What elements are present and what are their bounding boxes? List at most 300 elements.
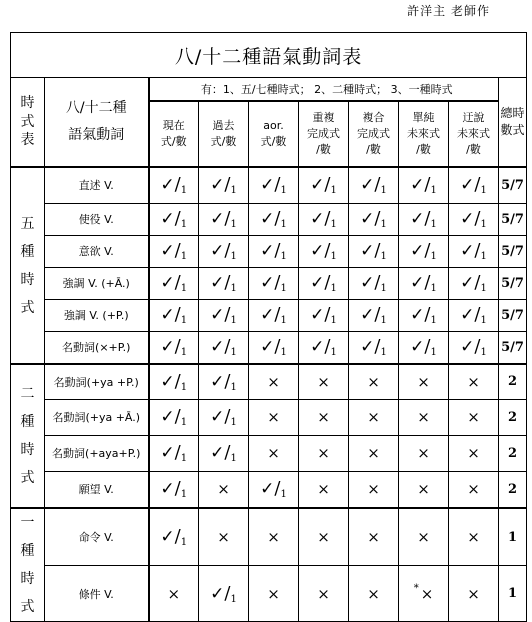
- total-tenses-header: 總時 數式: [499, 78, 527, 168]
- check-mark: ✓: [310, 209, 325, 229]
- slash-mark: /: [424, 174, 431, 196]
- count-one: 1: [230, 185, 237, 197]
- count-one: 1: [430, 185, 437, 197]
- count-one: 1: [380, 283, 387, 294]
- form-cell: [399, 364, 449, 399]
- slash-mark: /: [224, 370, 231, 392]
- slash-mark: /: [174, 304, 181, 325]
- check-mark: ✓: [160, 337, 175, 358]
- tense-count-note: 有：1、五/七種時式； 2、二種時式； 3、一種時式: [149, 78, 499, 102]
- form-cell: [149, 235, 199, 267]
- table-row: [11, 331, 527, 364]
- form-cell: [149, 435, 199, 471]
- check-mark: ✓: [460, 273, 475, 293]
- count-one: 1: [230, 381, 237, 393]
- cross-mark: ×: [367, 372, 380, 391]
- verb-name: 命令 V.: [45, 508, 149, 566]
- table-title: 八/十二種語氣動詞表: [11, 33, 527, 78]
- total-count: 5/7: [499, 235, 527, 267]
- cross-mark: ×: [367, 480, 380, 499]
- total-count: 5/7: [499, 299, 527, 331]
- cross-mark: ×: [467, 528, 480, 546]
- count-one: 1: [180, 283, 188, 294]
- cross-mark: ×: [267, 584, 280, 603]
- check-mark: ✓: [160, 407, 175, 427]
- total-count: 5/7: [499, 167, 527, 203]
- cross-mark: ×: [317, 444, 330, 462]
- total-count: 2: [499, 399, 527, 435]
- count-one: 1: [430, 251, 437, 262]
- cross-mark: ×: [267, 408, 280, 426]
- form-cell: [299, 299, 349, 331]
- check-mark: ✓: [260, 273, 275, 293]
- count-one: 1: [330, 283, 337, 294]
- form-cell: [249, 435, 299, 471]
- form-cell: [149, 508, 199, 566]
- slash-mark: /: [224, 442, 231, 463]
- form-cell: [299, 399, 349, 435]
- count-one: 1: [480, 315, 487, 326]
- mood-verb-table: [10, 32, 527, 622]
- slash-mark: /: [474, 304, 481, 325]
- form-cell: [349, 508, 399, 566]
- form-cell: [399, 435, 449, 471]
- table-row: [11, 435, 527, 471]
- cross-mark: ×: [217, 528, 230, 546]
- form-cell: [199, 471, 249, 508]
- check-mark: ✓: [260, 479, 275, 500]
- column-header: 迂說 未來式 /數: [449, 101, 499, 167]
- check-mark: ✓: [210, 241, 225, 261]
- cross-mark: ×: [467, 408, 480, 426]
- form-cell: [349, 471, 399, 508]
- check-mark: ✓: [310, 305, 325, 325]
- count-one: 1: [330, 219, 337, 230]
- column-header: 現在 式/數: [149, 101, 199, 167]
- form-cell: [149, 267, 199, 299]
- cross-mark: ×: [417, 444, 430, 462]
- count-one: 1: [380, 347, 387, 359]
- slash-mark: /: [424, 240, 431, 261]
- tense-table-header: 時 式 表: [11, 78, 45, 168]
- check-mark: ✓: [360, 337, 375, 358]
- form-cell: [349, 299, 399, 331]
- slash-mark: /: [224, 336, 231, 358]
- slash-mark: /: [424, 272, 431, 293]
- count-one: 1: [180, 315, 188, 326]
- cross-mark: ×: [467, 584, 480, 603]
- verb-name: 條件 V.: [45, 566, 149, 622]
- count-one: 1: [180, 347, 188, 359]
- count-one: 1: [430, 283, 437, 294]
- form-cell: [449, 203, 499, 235]
- form-cell: [399, 331, 449, 364]
- slash-mark: /: [224, 208, 231, 229]
- form-cell: [249, 203, 299, 235]
- check-mark: ✓: [210, 407, 225, 427]
- cross-mark: ×: [267, 444, 280, 462]
- check-mark: ✓: [360, 241, 375, 261]
- check-mark: ✓: [260, 209, 275, 229]
- slash-mark: /: [174, 272, 181, 293]
- tense-group-label: 五 種 時 式: [11, 167, 45, 364]
- form-cell: [299, 364, 349, 399]
- count-one: 1: [430, 219, 437, 230]
- slash-mark: /: [324, 174, 331, 196]
- check-mark: ✓: [460, 305, 475, 325]
- form-cell: [349, 331, 399, 364]
- form-cell: [149, 399, 199, 435]
- check-mark: ✓: [460, 337, 475, 358]
- slash-mark: /: [424, 208, 431, 229]
- form-cell: [299, 435, 349, 471]
- verb-name: 名動詞(+aya+P.): [45, 435, 149, 471]
- form-cell: [149, 566, 199, 622]
- check-mark: ✓: [160, 209, 175, 229]
- table-row: [11, 566, 527, 622]
- check-mark: ✓: [310, 337, 325, 358]
- form-cell: [299, 203, 349, 235]
- form-cell: [449, 471, 499, 508]
- form-cell: [349, 566, 399, 622]
- slash-mark: /: [374, 336, 381, 358]
- asterisk-mark: *: [413, 583, 419, 594]
- form-cell: [399, 267, 449, 299]
- count-one: 1: [480, 251, 487, 262]
- total-count: 2: [499, 435, 527, 471]
- form-cell: [399, 203, 449, 235]
- slash-mark: /: [474, 336, 481, 358]
- slash-mark: /: [274, 174, 281, 196]
- check-mark: ✓: [260, 305, 275, 325]
- form-cell: [299, 508, 349, 566]
- count-one: 1: [180, 251, 188, 262]
- check-mark: ✓: [260, 241, 275, 261]
- check-mark: ✓: [210, 371, 225, 392]
- slash-mark: /: [224, 406, 231, 427]
- slash-mark: /: [174, 336, 181, 358]
- verb-name: 使役 V.: [45, 203, 149, 235]
- form-cell: [199, 331, 249, 364]
- count-one: 1: [180, 453, 188, 464]
- slash-mark: /: [374, 240, 381, 261]
- slash-mark: /: [224, 582, 231, 604]
- form-cell: [249, 299, 299, 331]
- count-one: 1: [430, 315, 437, 326]
- check-mark: ✓: [160, 527, 175, 547]
- slash-mark: /: [274, 272, 281, 293]
- form-cell: [349, 399, 399, 435]
- count-one: 1: [280, 251, 287, 262]
- form-cell: [349, 435, 399, 471]
- count-one: 1: [380, 251, 387, 262]
- check-mark: ✓: [410, 241, 425, 261]
- form-cell: [199, 167, 249, 203]
- count-one: 1: [280, 283, 287, 294]
- form-cell: [399, 471, 449, 508]
- form-cell: [449, 331, 499, 364]
- verb-name: 強調 V. (+Ā.): [45, 267, 149, 299]
- count-one: 1: [330, 347, 337, 359]
- form-cell: [449, 508, 499, 566]
- table-row: [11, 235, 527, 267]
- count-one: 1: [280, 219, 287, 230]
- check-mark: ✓: [310, 175, 325, 196]
- cross-mark: ×: [467, 480, 480, 499]
- slash-mark: /: [274, 304, 281, 325]
- form-cell: [249, 471, 299, 508]
- form-cell: [449, 235, 499, 267]
- check-mark: ✓: [210, 583, 225, 604]
- count-one: 1: [230, 347, 237, 359]
- form-cell: [149, 331, 199, 364]
- form-cell: [399, 299, 449, 331]
- form-cell: [299, 167, 349, 203]
- count-one: 1: [380, 219, 387, 230]
- slash-mark: /: [224, 174, 231, 196]
- slash-mark: /: [174, 406, 181, 427]
- form-cell: [249, 331, 299, 364]
- table-row: [11, 299, 527, 331]
- table-row: [11, 203, 527, 235]
- total-count: 1: [499, 566, 527, 622]
- slash-mark: /: [324, 336, 331, 358]
- count-one: 1: [430, 347, 437, 359]
- count-one: 1: [180, 219, 188, 230]
- tense-group-label: 一 種 時 式: [11, 508, 45, 622]
- slash-mark: /: [474, 208, 481, 229]
- check-mark: ✓: [210, 209, 225, 229]
- check-mark: ✓: [210, 273, 225, 293]
- total-count: 5/7: [499, 203, 527, 235]
- verb-name: 名動詞(×+P.): [45, 331, 149, 364]
- column-header: 單純 未來式 /數: [399, 101, 449, 167]
- form-cell: [449, 167, 499, 203]
- form-cell: [199, 364, 249, 399]
- cross-mark: ×: [317, 528, 330, 546]
- form-cell: [449, 299, 499, 331]
- column-header: 過去 式/數: [199, 101, 249, 167]
- count-one: 1: [280, 347, 287, 359]
- check-mark: ✓: [410, 337, 425, 358]
- cross-mark: ×: [367, 444, 380, 462]
- check-mark: ✓: [360, 209, 375, 229]
- verb-name: 直述 V.: [45, 167, 149, 203]
- verb-name: 意欲 V.: [45, 235, 149, 267]
- count-one: 1: [230, 593, 237, 605]
- total-count: 1: [499, 508, 527, 566]
- count-one: 1: [180, 417, 188, 428]
- form-cell: [349, 235, 399, 267]
- cross-mark: ×: [367, 408, 380, 426]
- check-mark: ✓: [160, 479, 175, 500]
- column-header: 重複 完成式 /數: [299, 101, 349, 167]
- column-header: aor. 式/數: [249, 101, 299, 167]
- cross-mark: ×: [167, 584, 181, 603]
- count-one: 1: [230, 315, 237, 326]
- form-cell: [349, 167, 399, 203]
- form-cell: [149, 167, 199, 203]
- table-row: [11, 167, 527, 203]
- form-cell: [349, 267, 399, 299]
- verb-name: 名動詞(+ya +P.): [45, 364, 149, 399]
- slash-mark: /: [374, 304, 381, 325]
- slash-mark: /: [174, 478, 181, 500]
- cross-mark: ×: [367, 528, 380, 546]
- check-mark: ✓: [310, 241, 325, 261]
- count-one: 1: [330, 315, 337, 326]
- slash-mark: /: [174, 240, 181, 261]
- cross-mark: ×: [367, 584, 380, 603]
- count-one: 1: [180, 185, 188, 197]
- form-cell: [149, 203, 199, 235]
- table-row: [11, 399, 527, 435]
- slash-mark: /: [324, 208, 331, 229]
- check-mark: ✓: [160, 241, 175, 261]
- form-cell: [249, 267, 299, 299]
- check-mark: ✓: [210, 305, 225, 325]
- count-one: 1: [230, 417, 237, 428]
- cross-mark: ×: [417, 408, 430, 426]
- cross-mark: ×: [467, 444, 480, 462]
- count-one: 1: [180, 381, 188, 393]
- count-one: 1: [280, 185, 287, 197]
- slash-mark: /: [224, 272, 231, 293]
- slash-mark: /: [474, 272, 481, 293]
- slash-mark: /: [324, 272, 331, 293]
- slash-mark: /: [174, 208, 181, 229]
- form-cell: [299, 566, 349, 622]
- cross-mark: ×: [267, 528, 280, 546]
- form-cell: [449, 399, 499, 435]
- form-cell: [399, 167, 449, 203]
- check-mark: ✓: [410, 175, 425, 196]
- check-mark: ✓: [160, 443, 175, 463]
- count-one: 1: [330, 251, 337, 262]
- check-mark: ✓: [410, 305, 425, 325]
- form-cell: [199, 508, 249, 566]
- table-row: [11, 508, 527, 566]
- count-one: 1: [280, 489, 287, 501]
- check-mark: ✓: [210, 443, 225, 463]
- form-cell: [249, 235, 299, 267]
- slash-mark: /: [424, 304, 431, 325]
- form-cell: [149, 364, 199, 399]
- form-cell: [199, 566, 249, 622]
- form-cell: [199, 267, 249, 299]
- check-mark: ✓: [160, 175, 175, 196]
- count-one: 1: [330, 185, 337, 197]
- table-row: [11, 267, 527, 299]
- cross-mark: ×: [317, 372, 330, 391]
- cross-mark: ×: [317, 480, 330, 499]
- count-one: 1: [480, 185, 487, 197]
- cross-mark: ×: [317, 408, 330, 426]
- count-one: 1: [480, 219, 487, 230]
- form-cell: [399, 508, 449, 566]
- count-one: 1: [380, 185, 387, 197]
- form-cell: [299, 471, 349, 508]
- slash-mark: /: [174, 526, 181, 547]
- form-cell: [299, 267, 349, 299]
- table-row: [11, 364, 527, 399]
- total-count: 5/7: [499, 331, 527, 364]
- total-count: 2: [499, 471, 527, 508]
- form-cell: [299, 235, 349, 267]
- slash-mark: /: [374, 208, 381, 229]
- form-cell: [199, 399, 249, 435]
- form-cell: [449, 435, 499, 471]
- slash-mark: /: [374, 272, 381, 293]
- form-cell: [249, 566, 299, 622]
- check-mark: ✓: [460, 241, 475, 261]
- cross-mark: ×: [420, 585, 434, 603]
- form-cell: [299, 331, 349, 364]
- check-mark: ✓: [360, 175, 375, 196]
- form-cell: [449, 267, 499, 299]
- check-mark: ✓: [460, 175, 475, 196]
- slash-mark: /: [274, 208, 281, 229]
- form-cell: [249, 167, 299, 203]
- check-mark: ✓: [260, 337, 275, 358]
- mood-verbs-header: 八/十二種 語氣動詞: [45, 78, 149, 168]
- count-one: 1: [380, 315, 387, 326]
- form-cell: [349, 203, 399, 235]
- slash-mark: /: [274, 478, 281, 500]
- slash-mark: /: [324, 304, 331, 325]
- check-mark: ✓: [210, 337, 225, 358]
- cross-mark: ×: [417, 528, 430, 546]
- slash-mark: /: [274, 240, 281, 261]
- cross-mark: ×: [417, 372, 430, 391]
- form-cell: [249, 508, 299, 566]
- table-row: [11, 471, 527, 508]
- slash-mark: /: [474, 240, 481, 261]
- tense-group-label: 二 種 時 式: [11, 364, 45, 508]
- check-mark: ✓: [210, 175, 225, 196]
- column-header: 複合 完成式 /數: [349, 101, 399, 167]
- verb-name: 強調 V. (+P.): [45, 299, 149, 331]
- slash-mark: /: [174, 442, 181, 463]
- slash-mark: /: [274, 336, 281, 358]
- count-one: 1: [480, 347, 487, 359]
- count-one: 1: [230, 251, 237, 262]
- author-credit: 許洋主 老師作: [407, 4, 490, 18]
- count-one: 1: [230, 219, 237, 230]
- form-cell: [199, 299, 249, 331]
- check-mark: ✓: [410, 209, 425, 229]
- form-cell: [249, 399, 299, 435]
- check-mark: ✓: [360, 305, 375, 325]
- check-mark: ✓: [410, 273, 425, 293]
- verb-name: 願望 V.: [45, 471, 149, 508]
- slash-mark: /: [224, 304, 231, 325]
- form-cell: [199, 203, 249, 235]
- check-mark: ✓: [160, 273, 175, 293]
- check-mark: ✓: [160, 371, 175, 392]
- count-one: 1: [230, 453, 237, 464]
- count-one: 1: [180, 489, 188, 501]
- form-cell: [449, 566, 499, 622]
- slash-mark: /: [424, 336, 431, 358]
- check-mark: ✓: [460, 209, 475, 229]
- count-one: 1: [280, 315, 287, 326]
- slash-mark: /: [474, 174, 481, 196]
- slash-mark: /: [224, 240, 231, 261]
- form-cell: [249, 364, 299, 399]
- cross-mark: ×: [217, 480, 230, 499]
- form-cell: [399, 399, 449, 435]
